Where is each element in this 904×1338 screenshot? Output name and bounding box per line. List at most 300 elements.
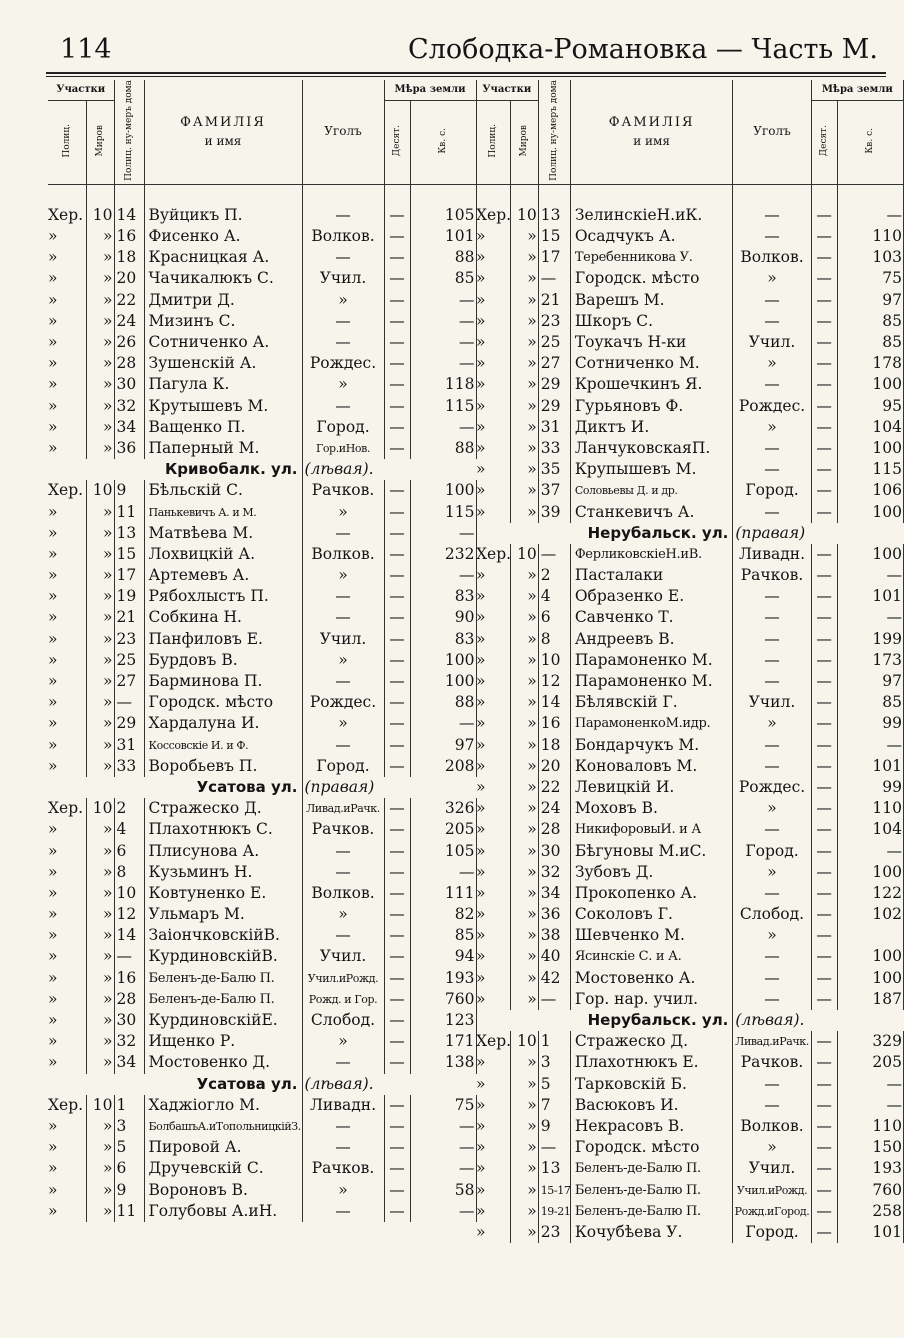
police-district: » bbox=[476, 1222, 510, 1243]
table-row bbox=[48, 713, 476, 734]
magistrate-district: » bbox=[510, 396, 538, 417]
magistrate-district: » bbox=[510, 374, 538, 395]
corner: Рожд.иГород. bbox=[733, 1201, 811, 1222]
sq-sazhen: 88 bbox=[410, 438, 476, 459]
owner-name: Теребенникова У. bbox=[570, 247, 733, 268]
police-district: » bbox=[48, 607, 86, 628]
police-district: » bbox=[48, 650, 86, 671]
table-row bbox=[476, 713, 904, 734]
house-number: 12 bbox=[114, 904, 144, 925]
table-row bbox=[48, 735, 476, 756]
police-district: » bbox=[476, 268, 510, 289]
desyatina: — bbox=[384, 840, 410, 861]
desyatina: — bbox=[811, 925, 837, 946]
owner-name: Парамоненко М. bbox=[570, 650, 733, 671]
desyatina-header: Десят. bbox=[384, 100, 410, 184]
page-title: Слободка-Романовка — Часть М. bbox=[408, 34, 878, 65]
house-number: 40 bbox=[538, 946, 570, 967]
owner-name: Тоукачъ Н-ки bbox=[570, 332, 733, 353]
corner: — bbox=[733, 756, 811, 777]
house-number: — bbox=[538, 1137, 570, 1158]
police-district: » bbox=[476, 353, 510, 374]
corner: Рожд. и Гор. bbox=[302, 989, 384, 1010]
table-row bbox=[48, 501, 476, 522]
corner: Ливад.иРачк. bbox=[733, 1031, 811, 1052]
sq-sazhen: 100 bbox=[837, 946, 903, 967]
sq-sazhen: 100 bbox=[837, 544, 903, 565]
table-row bbox=[48, 692, 476, 713]
house-number: 16 bbox=[114, 226, 144, 247]
sq-sazhen: 101 bbox=[837, 756, 903, 777]
table-row bbox=[48, 268, 476, 289]
magistrate-district: » bbox=[86, 692, 114, 713]
magistrate-district: » bbox=[510, 840, 538, 861]
table-row bbox=[476, 1031, 904, 1052]
desyatina: — bbox=[384, 226, 410, 247]
desyatina: — bbox=[811, 565, 837, 586]
magistrate-district: » bbox=[86, 247, 114, 268]
desyatina: — bbox=[811, 1052, 837, 1073]
police-district: » bbox=[476, 735, 510, 756]
table-row bbox=[476, 290, 904, 311]
magistrate-district: » bbox=[510, 1052, 538, 1073]
corner: Слобод. bbox=[302, 1010, 384, 1031]
owner-name: Ковтуненко Е. bbox=[144, 883, 302, 904]
corner: — bbox=[302, 1116, 384, 1137]
sq-sazhen: 110 bbox=[837, 798, 903, 819]
corner: » bbox=[302, 1179, 384, 1200]
house-number: 36 bbox=[114, 438, 144, 459]
police-district: » bbox=[48, 692, 86, 713]
magistrate-district: » bbox=[86, 290, 114, 311]
desyatina: — bbox=[384, 332, 410, 353]
sq-sazhen: — bbox=[837, 205, 903, 226]
house-number: 6 bbox=[114, 1158, 144, 1179]
owner-name: Коссовскіе И. и Ф. bbox=[144, 735, 302, 756]
owner-name: Голубовы А.иН. bbox=[144, 1201, 302, 1222]
corner: — bbox=[733, 968, 811, 989]
magistrate-district: » bbox=[510, 671, 538, 692]
police-district: » bbox=[476, 565, 510, 586]
desyatina: — bbox=[384, 671, 410, 692]
corner: Город. bbox=[733, 840, 811, 861]
magistrate-district: » bbox=[510, 1116, 538, 1137]
police-district: » bbox=[48, 438, 86, 459]
owner-name: Осадчукъ А. bbox=[570, 226, 733, 247]
police-district: » bbox=[476, 1137, 510, 1158]
owner-name: Савченко Т. bbox=[570, 607, 733, 628]
magistrate-district: » bbox=[86, 671, 114, 692]
sq-sazhen: — bbox=[410, 862, 476, 883]
magistrate-district: » bbox=[86, 565, 114, 586]
house-number: 9 bbox=[114, 480, 144, 501]
table-row bbox=[476, 438, 904, 459]
surname-header: ФАМИЛІЯ и имя bbox=[144, 80, 302, 184]
magistrate-district: » bbox=[86, 332, 114, 353]
police-district: » bbox=[476, 586, 510, 607]
corner: — bbox=[302, 311, 384, 332]
sq-sazhen-header: Кв. с. bbox=[410, 100, 476, 184]
house-number: 17 bbox=[114, 565, 144, 586]
desyatina: — bbox=[811, 268, 837, 289]
magistrate-district: » bbox=[86, 1201, 114, 1222]
desyatina: — bbox=[811, 438, 837, 459]
house-number: 32 bbox=[114, 1031, 144, 1052]
table-row bbox=[476, 819, 904, 840]
magistrate-district: 10 bbox=[510, 544, 538, 565]
magistrate-district: » bbox=[86, 353, 114, 374]
corner: » bbox=[302, 290, 384, 311]
table-row bbox=[48, 1179, 476, 1200]
police-district: » bbox=[48, 968, 86, 989]
corner: — bbox=[302, 586, 384, 607]
sq-sazhen: 100 bbox=[837, 968, 903, 989]
desyatina: — bbox=[384, 713, 410, 734]
police-district: » bbox=[48, 332, 86, 353]
magistrate-district: » bbox=[510, 607, 538, 628]
sq-sazhen: 99 bbox=[837, 713, 903, 734]
owner-name: Барминова П. bbox=[144, 671, 302, 692]
house-number: 33 bbox=[538, 438, 570, 459]
uchastki-header: Участки bbox=[48, 80, 114, 100]
police-district: » bbox=[476, 1201, 510, 1222]
owner-name: Бѣлявскій Г. bbox=[570, 692, 733, 713]
left-column bbox=[48, 80, 476, 1296]
corner: — bbox=[733, 629, 811, 650]
police-header: Полиц. bbox=[48, 100, 86, 184]
sq-sazhen: 101 bbox=[837, 1222, 903, 1243]
magistrate-district: » bbox=[86, 840, 114, 861]
magistrate-district: » bbox=[510, 290, 538, 311]
magistrate-header: Миров bbox=[510, 100, 538, 184]
police-district: » bbox=[48, 374, 86, 395]
house-number: 18 bbox=[114, 247, 144, 268]
desyatina: — bbox=[811, 819, 837, 840]
police-district: » bbox=[48, 290, 86, 311]
table-row bbox=[476, 925, 904, 946]
desyatina: — bbox=[384, 862, 410, 883]
police-district: » bbox=[476, 311, 510, 332]
right-column bbox=[476, 80, 904, 1296]
house-number: 23 bbox=[114, 629, 144, 650]
house-number: 38 bbox=[538, 925, 570, 946]
corner: Рачков. bbox=[302, 819, 384, 840]
magistrate-district: 10 bbox=[86, 798, 114, 819]
owner-name: Хаджіогло М. bbox=[144, 1095, 302, 1116]
owner-name: Лохвицкій А. bbox=[144, 544, 302, 565]
police-district: » bbox=[476, 459, 510, 480]
police-district: Хер. bbox=[48, 480, 86, 501]
table-row bbox=[476, 226, 904, 247]
magistrate-district: » bbox=[86, 904, 114, 925]
magistrate-district: » bbox=[510, 268, 538, 289]
sq-sazhen: 100 bbox=[837, 862, 903, 883]
sq-sazhen: — bbox=[410, 332, 476, 353]
desyatina: — bbox=[811, 1179, 837, 1200]
house-number: 42 bbox=[538, 968, 570, 989]
magistrate-district: » bbox=[510, 311, 538, 332]
police-district: » bbox=[476, 226, 510, 247]
owner-name: Гор. нар. учил. bbox=[570, 989, 733, 1010]
desyatina: — bbox=[811, 290, 837, 311]
desyatina: — bbox=[811, 607, 837, 628]
corner: — bbox=[733, 205, 811, 226]
magistrate-district: » bbox=[86, 1116, 114, 1137]
table-row bbox=[48, 629, 476, 650]
table-row bbox=[48, 332, 476, 353]
corner: — bbox=[302, 862, 384, 883]
magistrate-district: » bbox=[86, 226, 114, 247]
table-row bbox=[48, 968, 476, 989]
corner: — bbox=[302, 205, 384, 226]
owner-name: Городск. мѣсто bbox=[144, 692, 302, 713]
house-number: — bbox=[538, 989, 570, 1010]
sq-sazhen: 103 bbox=[837, 247, 903, 268]
owner-name: Пировой А. bbox=[144, 1137, 302, 1158]
sq-sazhen: — bbox=[410, 353, 476, 374]
magistrate-district: » bbox=[510, 650, 538, 671]
desyatina: — bbox=[384, 480, 410, 501]
house-number: 22 bbox=[538, 777, 570, 798]
owner-name: Вуйцикъ П. bbox=[144, 205, 302, 226]
desyatina: — bbox=[811, 650, 837, 671]
sq-sazhen: — bbox=[410, 1137, 476, 1158]
house-number: 37 bbox=[538, 480, 570, 501]
table-row bbox=[476, 968, 904, 989]
house-number: 19-21 bbox=[538, 1201, 570, 1222]
table-row bbox=[48, 756, 476, 777]
street-side: (правая) bbox=[735, 523, 806, 542]
sq-sazhen: 75 bbox=[410, 1095, 476, 1116]
magistrate-district: » bbox=[510, 925, 538, 946]
sq-sazhen: 106 bbox=[837, 480, 903, 501]
house-number: 39 bbox=[538, 501, 570, 522]
desyatina: — bbox=[811, 989, 837, 1010]
sq-sazhen: — bbox=[410, 311, 476, 332]
magistrate-district: » bbox=[86, 374, 114, 395]
magistrate-district: » bbox=[510, 1074, 538, 1095]
corner: — bbox=[302, 925, 384, 946]
corner: — bbox=[302, 332, 384, 353]
sq-sazhen: — bbox=[837, 607, 903, 628]
desyatina: — bbox=[384, 1031, 410, 1052]
desyatina: — bbox=[811, 756, 837, 777]
owner-name: ПарамоненкоМ.идр. bbox=[570, 713, 733, 734]
magistrate-district: » bbox=[510, 756, 538, 777]
owner-name: Бѣльскій С. bbox=[144, 480, 302, 501]
owner-name: ЗелинскіеН.иК. bbox=[570, 205, 733, 226]
magistrate-district: » bbox=[86, 1137, 114, 1158]
house-number: — bbox=[114, 946, 144, 967]
magistrate-district: 10 bbox=[86, 1095, 114, 1116]
police-district: » bbox=[476, 777, 510, 798]
police-district: » bbox=[48, 1116, 86, 1137]
corner: — bbox=[302, 671, 384, 692]
desyatina: — bbox=[384, 968, 410, 989]
police-district: Хер. bbox=[476, 205, 510, 226]
table-row bbox=[48, 862, 476, 883]
police-district: » bbox=[48, 735, 86, 756]
street-heading-row bbox=[48, 1074, 476, 1095]
house-number: 10 bbox=[538, 650, 570, 671]
land-measure-header: Мѣра земли bbox=[384, 80, 476, 100]
corner: Ливадн. bbox=[733, 544, 811, 565]
house-number: 6 bbox=[114, 840, 144, 861]
table-row bbox=[48, 247, 476, 268]
desyatina: — bbox=[384, 1137, 410, 1158]
house-number: 28 bbox=[114, 989, 144, 1010]
table-row bbox=[48, 374, 476, 395]
sq-sazhen: 208 bbox=[410, 756, 476, 777]
desyatina: — bbox=[811, 501, 837, 522]
magistrate-district: » bbox=[510, 862, 538, 883]
owner-name: Бѣгуновы М.иС. bbox=[570, 840, 733, 861]
sq-sazhen: 258 bbox=[837, 1201, 903, 1222]
sq-sazhen bbox=[837, 925, 903, 946]
corner: » bbox=[733, 353, 811, 374]
sq-sazhen: 150 bbox=[837, 1137, 903, 1158]
desyatina: — bbox=[384, 756, 410, 777]
sq-sazhen: — bbox=[837, 1095, 903, 1116]
desyatina: — bbox=[384, 735, 410, 756]
street-heading-row bbox=[48, 777, 476, 798]
corner: Город. bbox=[733, 1222, 811, 1243]
corner: — bbox=[302, 840, 384, 861]
owner-name: Кочубѣева У. bbox=[570, 1222, 733, 1243]
owner-name: Моховъ В. bbox=[570, 798, 733, 819]
land-measure-header: Мѣра земли bbox=[811, 80, 903, 100]
sq-sazhen: — bbox=[410, 713, 476, 734]
police-district: » bbox=[48, 501, 86, 522]
owner-name: Соколовъ Г. bbox=[570, 904, 733, 925]
desyatina: — bbox=[811, 946, 837, 967]
owner-name: Городск. мѣсто bbox=[570, 1137, 733, 1158]
house-number: 5 bbox=[538, 1074, 570, 1095]
owner-name: Красницкая А. bbox=[144, 247, 302, 268]
police-district: » bbox=[476, 819, 510, 840]
house-number: 29 bbox=[538, 396, 570, 417]
corner: » bbox=[733, 925, 811, 946]
magistrate-district: » bbox=[86, 1052, 114, 1073]
table-row bbox=[476, 353, 904, 374]
owner-name: Зушенскій А. bbox=[144, 353, 302, 374]
police-district: » bbox=[48, 268, 86, 289]
sq-sazhen: 85 bbox=[837, 692, 903, 713]
house-number: 20 bbox=[114, 268, 144, 289]
desyatina: — bbox=[811, 1116, 837, 1137]
police-district: » bbox=[48, 247, 86, 268]
desyatina: — bbox=[811, 713, 837, 734]
police-district: » bbox=[48, 756, 86, 777]
sq-sazhen: 100 bbox=[410, 650, 476, 671]
corner: Волков. bbox=[733, 247, 811, 268]
magistrate-district: » bbox=[510, 565, 538, 586]
house-number: — bbox=[114, 692, 144, 713]
police-district: » bbox=[48, 1052, 86, 1073]
table-row bbox=[476, 1222, 904, 1243]
owner-name: Ващенко П. bbox=[144, 417, 302, 438]
table-row bbox=[476, 565, 904, 586]
police-district: Хер. bbox=[48, 798, 86, 819]
magistrate-district: » bbox=[86, 883, 114, 904]
table-row bbox=[476, 1116, 904, 1137]
owner-name: Соловьевы Д. и др. bbox=[570, 480, 733, 501]
sq-sazhen: — bbox=[410, 565, 476, 586]
sq-sazhen: — bbox=[837, 735, 903, 756]
desyatina: — bbox=[811, 480, 837, 501]
owner-name: Диктъ И. bbox=[570, 417, 733, 438]
desyatina: — bbox=[811, 353, 837, 374]
magistrate-district: » bbox=[510, 735, 538, 756]
police-district: » bbox=[48, 353, 86, 374]
owner-name: Варешъ М. bbox=[570, 290, 733, 311]
magistrate-district: » bbox=[510, 713, 538, 734]
owner-name: Крошечкинъ Я. bbox=[570, 374, 733, 395]
magistrate-district: » bbox=[510, 629, 538, 650]
sq-sazhen: 115 bbox=[837, 459, 903, 480]
owner-name: Васюковъ И. bbox=[570, 1095, 733, 1116]
desyatina: — bbox=[811, 374, 837, 395]
police-district: » bbox=[48, 1201, 86, 1222]
house-number: 34 bbox=[114, 417, 144, 438]
table-row bbox=[48, 1095, 476, 1116]
table-row bbox=[476, 396, 904, 417]
sq-sazhen-header: Кв. с. bbox=[837, 100, 903, 184]
house-number: 7 bbox=[538, 1095, 570, 1116]
sq-sazhen: 82 bbox=[410, 904, 476, 925]
magistrate-district: » bbox=[510, 480, 538, 501]
police-district: » bbox=[48, 1137, 86, 1158]
house-number: 18 bbox=[538, 735, 570, 756]
sq-sazhen: 171 bbox=[410, 1031, 476, 1052]
table-row bbox=[48, 1116, 476, 1137]
table-row bbox=[476, 798, 904, 819]
house-number: 16 bbox=[538, 713, 570, 734]
desyatina: — bbox=[384, 586, 410, 607]
magistrate-district: 10 bbox=[86, 480, 114, 501]
desyatina: — bbox=[811, 1201, 837, 1222]
police-district: » bbox=[48, 226, 86, 247]
desyatina: — bbox=[811, 417, 837, 438]
sq-sazhen: — bbox=[837, 1074, 903, 1095]
corner: Город. bbox=[302, 756, 384, 777]
sq-sazhen: 102 bbox=[837, 904, 903, 925]
magistrate-district: » bbox=[510, 417, 538, 438]
magistrate-district: » bbox=[86, 501, 114, 522]
corner: — bbox=[733, 290, 811, 311]
sq-sazhen: 193 bbox=[837, 1158, 903, 1179]
corner: » bbox=[302, 501, 384, 522]
police-district: » bbox=[476, 650, 510, 671]
owner-name: Панькевичъ А. и М. bbox=[144, 501, 302, 522]
owner-name: Ясинскіе С. и А. bbox=[570, 946, 733, 967]
owner-name: Некрасовъ В. bbox=[570, 1116, 733, 1137]
magistrate-district: » bbox=[510, 1222, 538, 1243]
magistrate-district: » bbox=[510, 904, 538, 925]
sq-sazhen: 101 bbox=[837, 586, 903, 607]
owner-name: Крупышевъ М. bbox=[570, 459, 733, 480]
sq-sazhen: 105 bbox=[410, 205, 476, 226]
sq-sazhen: 123 bbox=[410, 1010, 476, 1031]
table-row bbox=[476, 862, 904, 883]
corner: — bbox=[733, 1074, 811, 1095]
sq-sazhen: — bbox=[410, 1201, 476, 1222]
house-number: 30 bbox=[114, 1010, 144, 1031]
house-number: 5 bbox=[114, 1137, 144, 1158]
owner-name: Дручевскій С. bbox=[144, 1158, 302, 1179]
magistrate-district: » bbox=[510, 247, 538, 268]
table-row bbox=[476, 268, 904, 289]
